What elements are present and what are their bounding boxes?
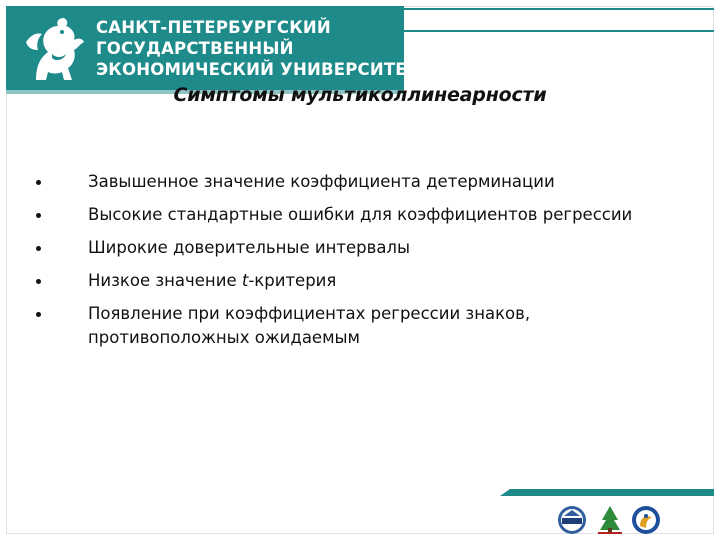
bullet-icon [36, 312, 41, 317]
header-rule-bottom [404, 30, 714, 32]
bullet-text: Завышенное значение коэффициента детерминации [88, 172, 555, 191]
university-name-line-3: ЭКОНОМИЧЕСКИЙ УНИВЕРСИТЕТ [96, 60, 419, 79]
list-item [36, 170, 656, 194]
university-name [96, 17, 418, 80]
bullet-text: Высокие стандартные ошибки для коэффициентов регрессии [88, 205, 633, 224]
bullet-text: Появление при коэффициентах регрессии знаков, противоположных ожидаемым [88, 304, 531, 347]
griffin-logo-icon [22, 14, 90, 86]
institute-seal-icon [558, 506, 586, 534]
bullet-icon [36, 213, 41, 218]
university-name-line-2: ГОСУДАРСТВЕННЫЙ [96, 39, 294, 58]
bullet-list [36, 170, 656, 359]
footer-bar [500, 489, 714, 496]
bullet-text-italic: t [241, 271, 249, 290]
circular-emblem-icon [632, 506, 660, 534]
list-item [36, 236, 656, 260]
footer-logos [552, 500, 664, 536]
bullet-text [88, 271, 336, 290]
slide-title: Симптомы мультиколлинеарности [173, 84, 547, 106]
university-name-line-1: САНКТ-ПЕТЕРБУРГСКИЙ [96, 18, 331, 37]
bullet-text-before: Низкое значение [88, 271, 242, 290]
list-item [36, 203, 656, 227]
bullet-icon [36, 180, 41, 185]
bullet-icon [36, 246, 41, 251]
list-item [36, 269, 656, 293]
list-item [36, 302, 656, 350]
bullet-text-after: -критерия [248, 271, 337, 290]
header-rule-top [404, 8, 714, 10]
bullet-icon [36, 279, 41, 284]
tree-emblem-icon [598, 506, 622, 534]
bullet-text: Широкие доверительные интервалы [88, 238, 410, 257]
